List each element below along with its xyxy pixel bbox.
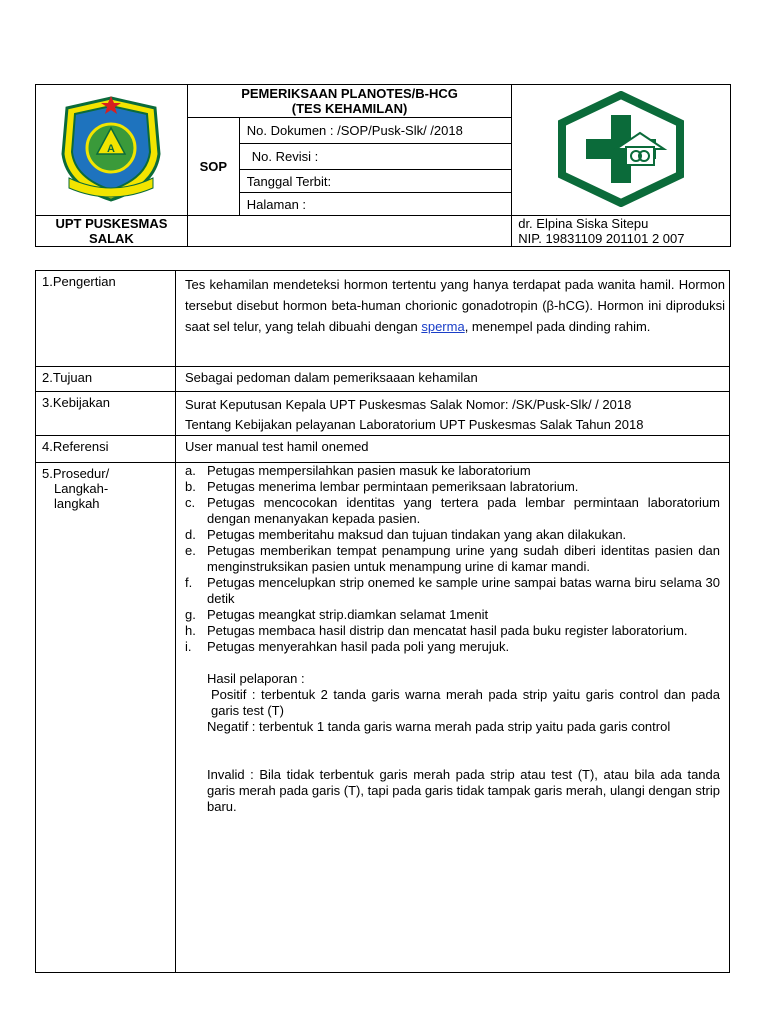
title-line1: PEMERIKSAAN PLANOTES/B-HCG xyxy=(241,86,458,101)
list-item: a. Petugas mempersilahkan pasien masuk ke laboratorium xyxy=(185,463,531,478)
logo-center-letter: A xyxy=(107,142,116,155)
list-item: i. Petugas menyerahkan hasil pada poli yang merujuk. xyxy=(185,639,510,654)
row-kebijakan xyxy=(36,392,730,436)
hasil-title: Hasil pelaporan : xyxy=(207,671,305,686)
list-item: f. Petugas mencelupkan strip onemed ke sample urine sampai batas warna biru selama 30 detik xyxy=(185,575,720,606)
list-item: d. Petugas memberitahu maksud dan tujuan tindakan yang akan dilakukan. xyxy=(185,527,627,542)
label-kebijakan: 3.Kebijakan xyxy=(36,392,176,436)
title-line2: (TES KEHAMILAN) xyxy=(291,101,408,116)
sperma-link[interactable]: sperma xyxy=(421,319,465,334)
empty-cell xyxy=(187,216,511,247)
tanggal-terbit: Tanggal Terbit: xyxy=(239,170,511,193)
hasil-positif: Positif : terbentuk 2 tanda garis warna merah pada strip yaitu garis control dan pada garis test (T) xyxy=(211,687,720,718)
prosedur-label3: langkah xyxy=(54,496,100,511)
no-revisi: No. Revisi : xyxy=(239,144,511,170)
signer-name: dr. Elpina Siska Sitepu xyxy=(518,216,649,231)
procedure-steps xyxy=(185,463,720,655)
org-line2: SALAK xyxy=(89,231,134,246)
halaman: Halaman : xyxy=(239,193,511,216)
puskesmas-logo xyxy=(554,91,688,207)
no-dokumen: No. Dokumen : /SOP/Pusk-Slk/ /2018 xyxy=(239,118,511,144)
pengertian-text-end: , menempel pada dinding rahim. xyxy=(464,319,651,334)
prosedur-label2: Langkah- xyxy=(54,481,109,496)
row-referensi xyxy=(36,436,730,463)
hasil-invalid: Invalid : Bila tidak terbentuk garis merah pada strip atau test (T), atau bila ada tanda garis merah pada garis (T), tapi pada garis tidak tampak garis merah, ulangi dengan strip baru. xyxy=(207,767,720,814)
label-pengertian: 1.Pengertian xyxy=(36,271,176,367)
kebijakan-line2: Tentang Kebijakan pelayanan Laboratorium UPT Puskesmas Salak Tahun 2018 xyxy=(185,417,644,432)
pengertian-text: Tes kehamilan mendeteksi hormon tertentu yang hanya terdapat pada wanita hamil. Hormon tersebut disebut hormon beta-human chorionic gonadotropin (β-hCG). Hormon ini diproduksi saat sel telur, yang telah dibuahi dengan xyxy=(185,277,725,334)
label-prosedur xyxy=(36,463,176,973)
signer-nip: NIP. 19831109 201101 2 007 xyxy=(518,231,685,246)
signer xyxy=(512,216,731,247)
list-item: e. Petugas memberikan tempat penampung urine yang sudah diberi identitas pasien dan menginstruksikan pasien untuk menampung urine di kamar mandi. xyxy=(185,543,720,574)
left-logo-cell xyxy=(36,85,188,216)
hasil-block xyxy=(185,671,720,815)
row-prosedur xyxy=(36,463,730,973)
right-logo-cell xyxy=(512,85,731,216)
row-tujuan xyxy=(36,367,730,392)
list-item: b. Petugas menerima lembar permintaan pemeriksaan labratorium. xyxy=(185,479,579,494)
sop-body-table xyxy=(35,270,730,973)
sop-label: SOP xyxy=(187,118,239,216)
prosedur-label1: 5.Prosedur/ xyxy=(42,466,110,481)
content-pengertian xyxy=(176,271,730,367)
content-tujuan: Sebagai pedoman dalam pemeriksaaan kehamilan xyxy=(176,367,730,392)
row-pengertian xyxy=(36,271,730,367)
org-line1: UPT PUSKESMAS xyxy=(55,216,168,231)
org-name xyxy=(36,216,188,247)
list-item: h. Petugas membaca hasil distrip dan mencatat hasil pada buku register laboratorium. xyxy=(185,623,688,638)
list-item: c. Petugas mencocokan identitas yang tertera pada lembar permintaan laboratorium dengan menanyakan kepada pasien. xyxy=(185,495,720,526)
content-kebijakan xyxy=(176,392,730,436)
pakpak-bharat-logo xyxy=(55,94,167,204)
sop-title xyxy=(187,85,511,118)
hasil-negatif: Negatif : terbentuk 1 tanda garis warna merah pada strip yaitu pada garis control xyxy=(207,719,671,734)
content-prosedur xyxy=(176,463,730,973)
label-referensi: 4.Referensi xyxy=(36,436,176,463)
label-tujuan: 2.Tujuan xyxy=(36,367,176,392)
header-table xyxy=(35,84,731,247)
kebijakan-line1: Surat Keputusan Kepala UPT Puskesmas Salak Nomor: /SK/Pusk-Slk/ / 2018 xyxy=(185,397,632,412)
list-item: g. Petugas meangkat strip.diamkan selamat 1menit xyxy=(185,607,489,622)
content-referensi: User manual test hamil onemed xyxy=(176,436,730,463)
